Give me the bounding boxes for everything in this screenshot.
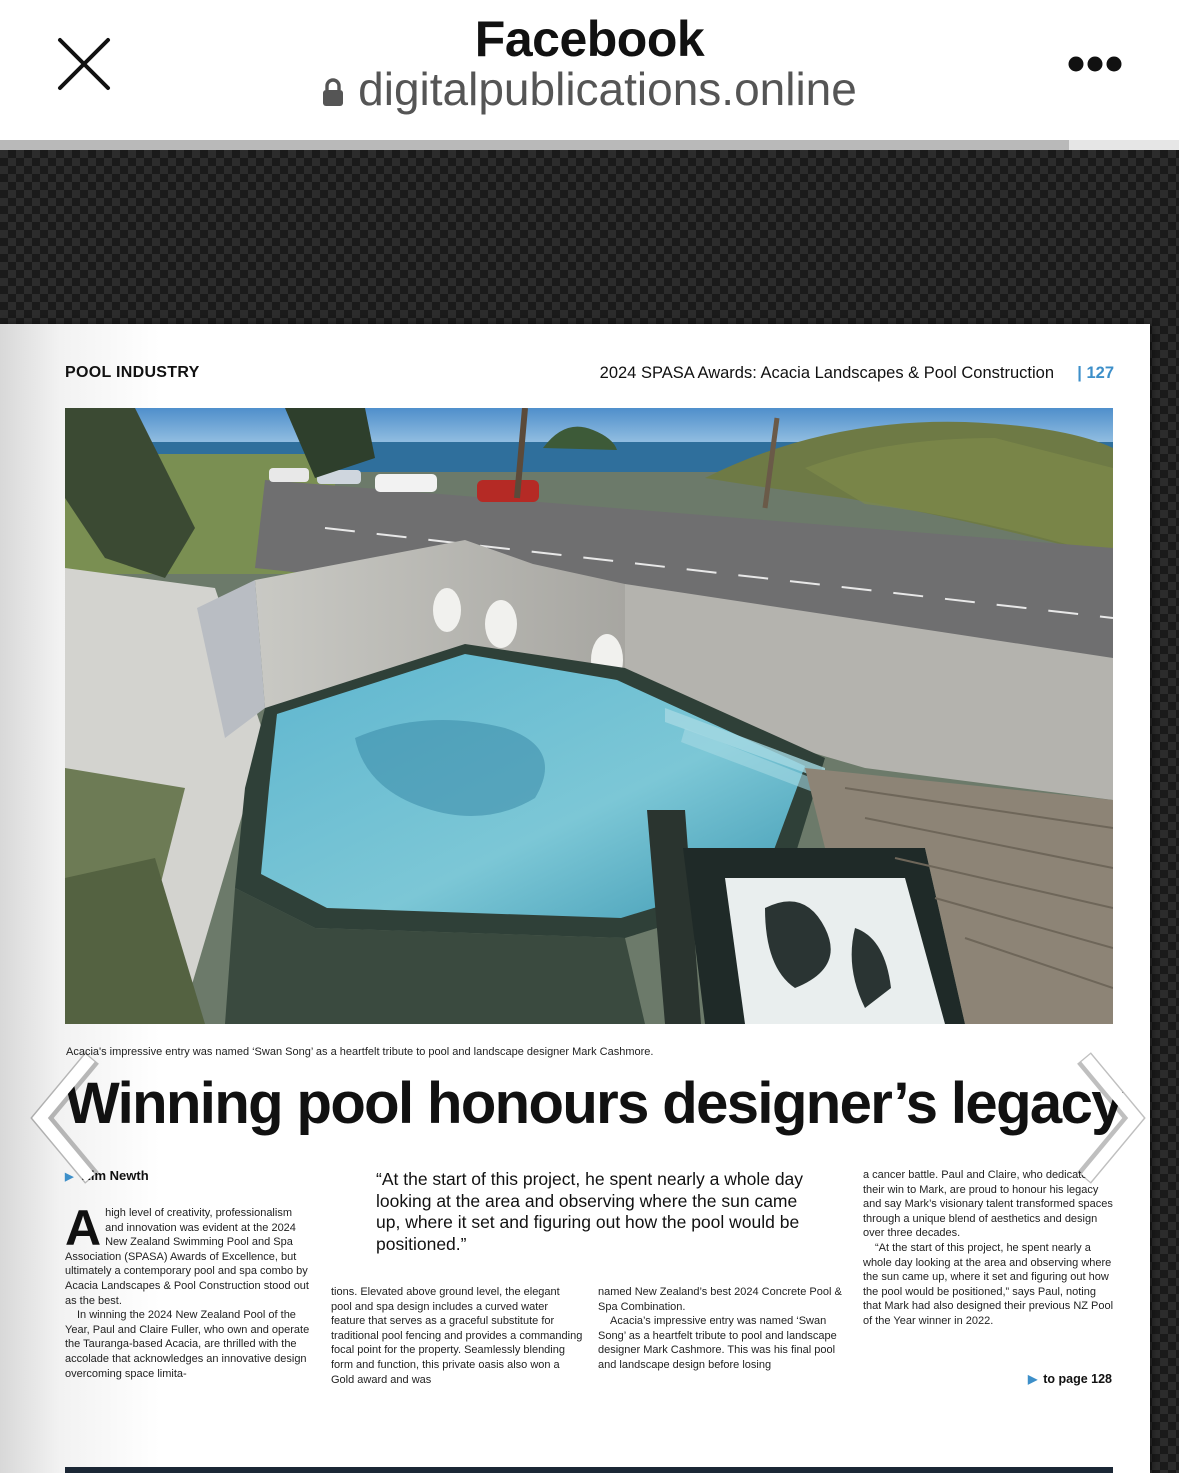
more-options-button[interactable] — [1066, 52, 1124, 76]
paragraph: In winning the 2024 New Zealand Pool of the Year, Paul and Claire Fuller, who own and operate the Tauranga-based Acacia, are thrilled with the accolade that acknowledges an innovative design overcoming space limita- — [65, 1309, 310, 1380]
progress-fill — [0, 140, 1069, 150]
magazine-page — [0, 324, 1150, 1473]
more-icon — [1066, 52, 1124, 76]
lock-icon — [322, 77, 344, 107]
next-image-edge — [65, 1467, 1113, 1473]
chevron-left-icon — [30, 1048, 110, 1188]
paragraph: Acacia’s impressive entry was named ‘Swan Song’ as a heartfelt tribute to pool and landscape designer Mark Cashmore. This was his final pool and landscape design before losing — [598, 1315, 837, 1371]
photo-caption: Acacia's impressive entry was named ‘Swan Song’ as a heartfelt tribute to pool and landscape designer Mark Cashmore. — [66, 1046, 654, 1058]
next-page-button[interactable] — [1066, 1048, 1146, 1188]
article-column-2 — [331, 1285, 583, 1387]
pool-photo — [65, 408, 1113, 1024]
paragraph: “At the start of this project, he spent nearly a whole day looking at the area and observing where the sun came up, where it set and figuring out how the pool would be positioned,” says Paul, noting that Mark had also designed their previous NZ Pool of the Year winner in 2022. — [863, 1241, 1114, 1327]
pool-illustration — [65, 408, 1113, 1024]
previous-page-button[interactable] — [30, 1048, 110, 1188]
paragraph: a cancer battle. Paul and Claire, who dedicated their win to Mark, are proud to honour his legacy and say Mark’s visionary talent transformed spaces through a unique blend of aesthetics and design over three decades. — [863, 1169, 1113, 1240]
header-title: Facebook — [474, 11, 705, 67]
article-column-4 — [863, 1168, 1115, 1329]
paragraph: high level of creativity, professionalism and innovation was evident at the 2024 New Zealand Swimming Pool and Spa Association (SPASA) Awards of Excellence, but ultimately a contemporary pool and spa combo by Acacia Landscapes & Pool Construction stood out as the best. — [65, 1207, 309, 1307]
article-column-3 — [598, 1285, 848, 1373]
triangle-right-icon: ▶ — [65, 1171, 74, 1183]
article-column-1 — [65, 1200, 310, 1381]
continued-text: to page 128 — [1043, 1372, 1112, 1386]
pull-quote: “At the start of this project, he spent nearly a whole day looking at the area and observing where the sun came up, where it set and figuring out how the pool would be positioned.” — [376, 1169, 804, 1254]
paragraph: tions. Elevated above ground level, the elegant pool and spa design includes a curved water feature that serves as a graceful substitute for traditional pool fencing and provides a commanding focal point for the property. Seamlessly blending form and function, this private oasis also won a Gold award and was — [331, 1286, 583, 1386]
headline: Winning pool honours designer’s legacy — [65, 1071, 1122, 1136]
triangle-right-icon: ▶ — [1027, 1372, 1038, 1386]
page-load-progress — [0, 140, 1179, 150]
paragraph: named New Zealand’s best 2024 Concrete Pool & Spa Combination. — [598, 1286, 842, 1313]
section-label: POOL INDUSTRY — [65, 364, 200, 381]
author-name: Kim Newth — [81, 1168, 149, 1183]
running-head: 2024 SPASA Awards: Acacia Landscapes & Pool Construction — [599, 364, 1054, 382]
page-number: | 127 — [1077, 364, 1114, 382]
url-text: digitalpublications.online — [358, 63, 857, 115]
url-display[interactable] — [0, 62, 1179, 116]
continued-link[interactable] — [1028, 1372, 1112, 1386]
drop-cap: A — [65, 1200, 102, 1256]
chevron-right-icon — [1066, 1048, 1146, 1188]
browser-header — [0, 0, 1179, 140]
